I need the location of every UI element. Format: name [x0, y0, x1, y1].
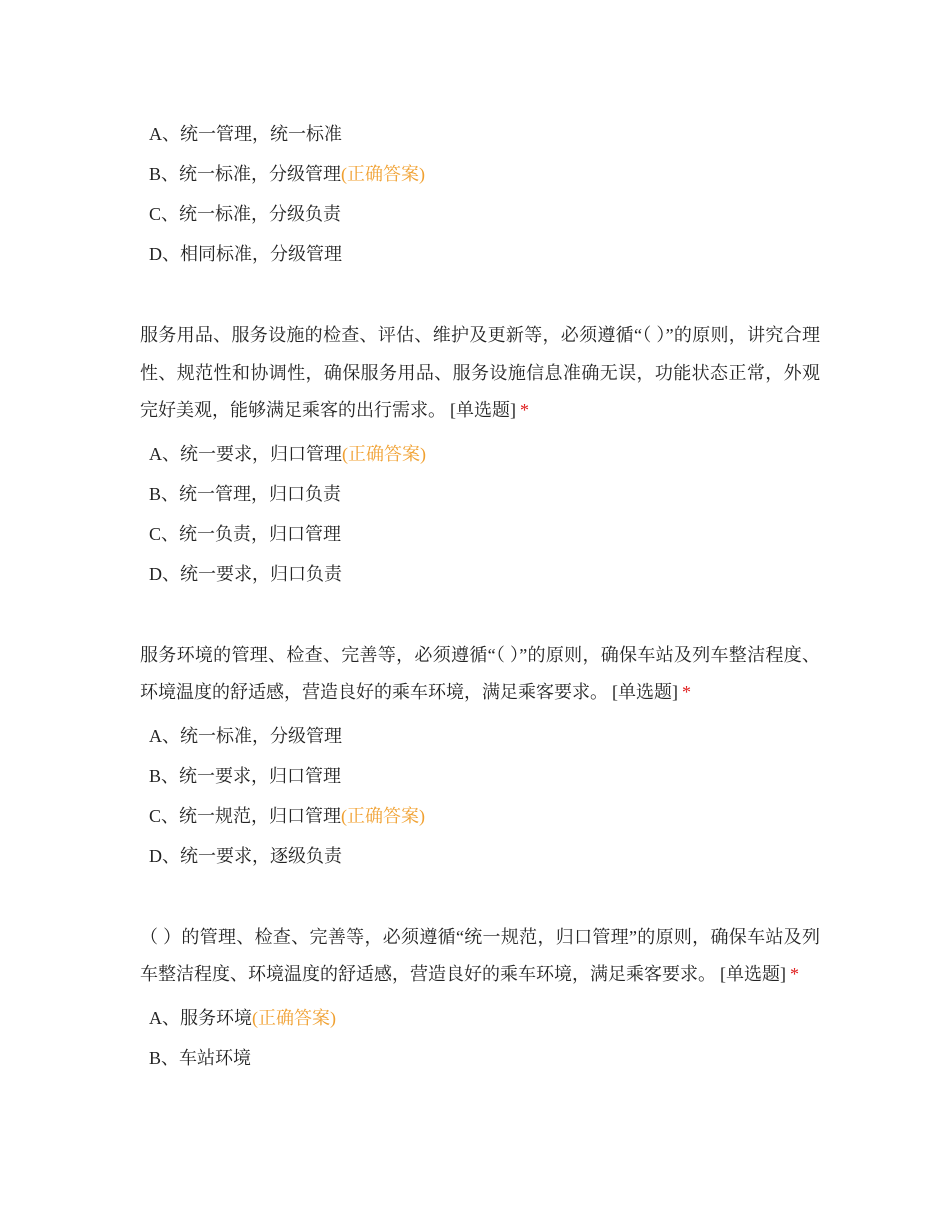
question-type-label: [单选题] — [612, 682, 678, 702]
correct-answer-tag: (正确答案) — [341, 805, 426, 826]
option-a[interactable]: A、统一管理，统一标准 — [149, 124, 342, 144]
question-type-label: [单选题] — [450, 400, 516, 420]
option-b[interactable]: B、统一管理，归口负责 — [149, 483, 342, 504]
question-text: 服务用品、服务设施的检查、评估、维护及更新等，必须遵循“（ ）”的原则，讲究合理性、规范性和协调性，确保服务用品、服务设施信息准确无误，功能状态正常，外观完好美观，能够满足乘客的出行需求。 [单选题] * — [140, 325, 820, 420]
quiz-page — [140, 114, 820, 1078]
option-a[interactable]: A、服务环境(正确答案) — [149, 1007, 336, 1028]
option-b[interactable]: B、统一标准，分级管理(正确答案) — [149, 164, 426, 184]
option-c[interactable]: C、统一规范，归口管理(正确答案) — [149, 805, 426, 826]
option-a[interactable]: A、统一标准，分级管理 — [149, 725, 342, 746]
option-d[interactable]: D、相同标准，分级管理 — [149, 244, 342, 264]
option-c[interactable]: C、统一标准，分级负责 — [149, 204, 342, 224]
required-mark: * — [682, 682, 691, 702]
option-b[interactable]: B、车站环境 — [149, 1047, 252, 1068]
question-type-label: [单选题] — [720, 964, 786, 984]
question-block-3 — [140, 637, 820, 876]
question-block-1 — [140, 114, 820, 274]
question-block-2 — [140, 317, 820, 594]
option-a[interactable]: A、统一要求，归口管理(正确答案) — [149, 443, 426, 464]
question-text: （ ）的管理、检查、完善等，必须遵循“统一规范，归口管理”的原则，确保车站及列车整洁程度、环境温度的舒适感，营造良好的乘车环境，满足乘客要求。 [单选题] * — [140, 926, 820, 984]
required-mark: * — [520, 400, 529, 420]
option-b[interactable]: B、统一要求，归口管理 — [149, 765, 342, 786]
question-block-4 — [140, 919, 820, 1078]
option-d[interactable]: D、统一要求，逐级负责 — [149, 845, 342, 866]
option-d[interactable]: D、统一要求，归口负责 — [149, 563, 342, 584]
question-text: 服务环境的管理、检查、完善等，必须遵循“（ ）”的原则，确保车站及列车整洁程度、环境温度的舒适感，营造良好的乘车环境，满足乘客要求。 [单选题] * — [140, 644, 820, 702]
correct-answer-tag: (正确答案) — [341, 164, 426, 184]
correct-answer-tag: (正确答案) — [342, 443, 426, 464]
option-c[interactable]: C、统一负责，归口管理 — [149, 523, 342, 544]
correct-answer-tag: (正确答案) — [252, 1007, 336, 1028]
required-mark: * — [790, 964, 799, 984]
